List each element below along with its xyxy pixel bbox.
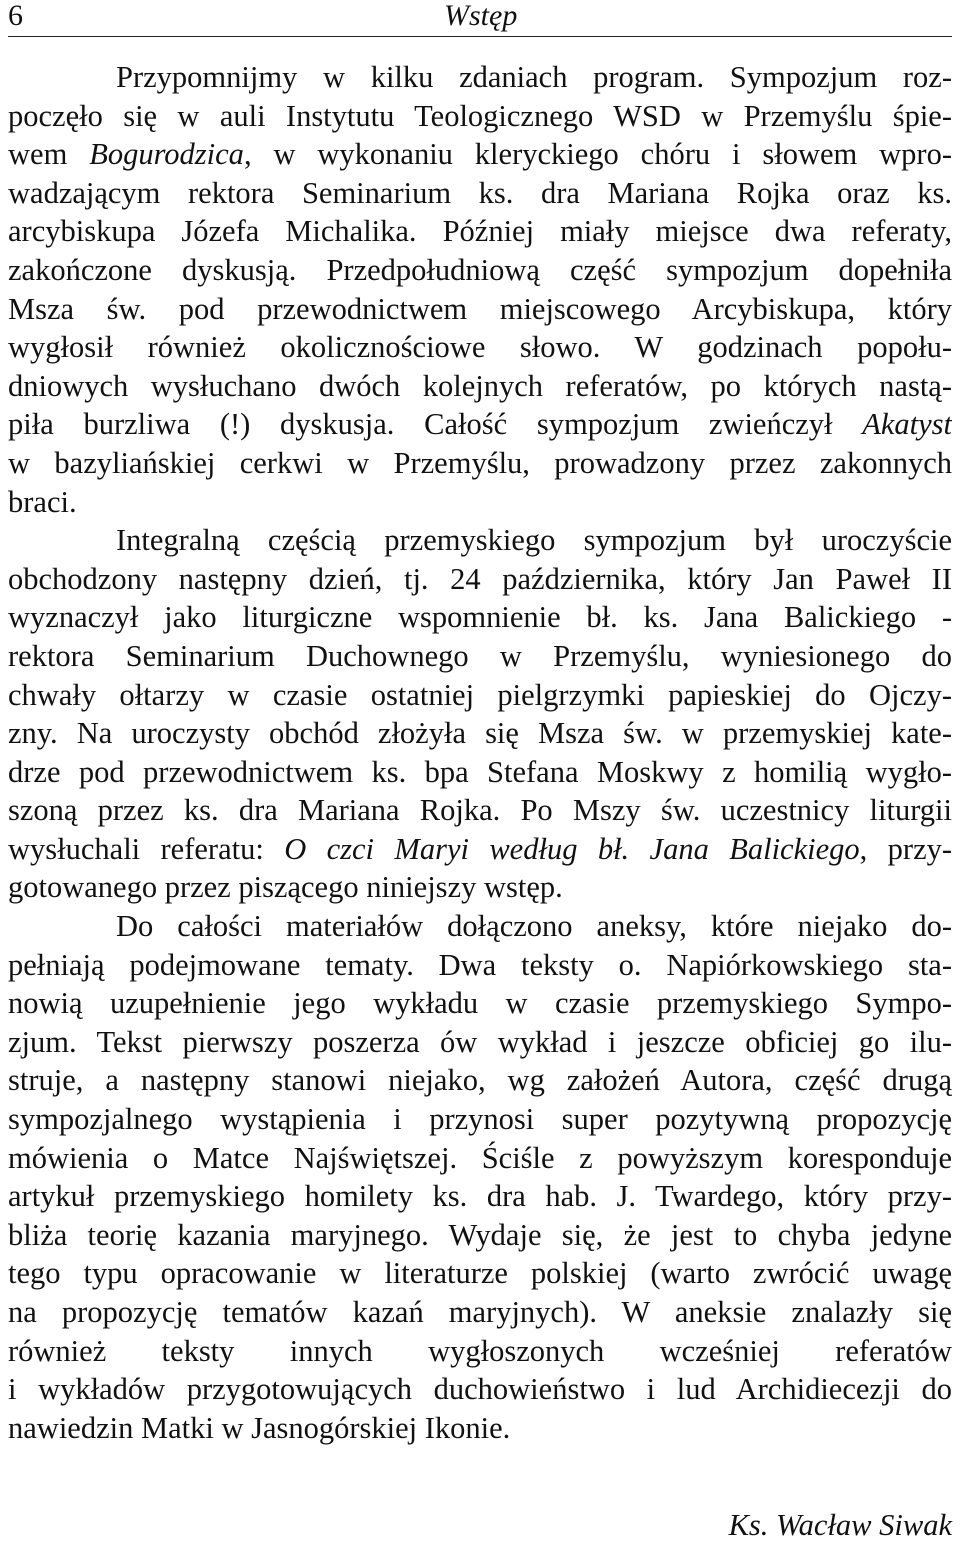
text-line	[8, 483, 952, 522]
text-line	[8, 753, 952, 792]
text-run: Msza św. pod przewodnictwem miejscowego Arcybiskupa, który	[8, 291, 952, 326]
text-line	[8, 1139, 952, 1178]
text-run: artykuł przemyskiego homilety ks. dra hab. J. Twardego, który przy-	[8, 1179, 952, 1214]
text-run: rektora Seminarium Duchownego w Przemyślu, wyniesionego do	[8, 638, 952, 673]
text-line	[8, 907, 952, 946]
text-line	[8, 1061, 952, 1100]
text-run: struje, a następny stanowi niejako, wg założeń Autora, część drugą	[8, 1063, 952, 1098]
text-run: nowią uzupełnienie jego wykładu w czasie przemyskiego Sympo-	[8, 986, 952, 1021]
text-run: zakończone dyskusją. Przedpołudniową część sympozjum dopełniła	[8, 252, 952, 287]
text-line	[8, 560, 952, 599]
text-run: chwały ołtarzy w czasie ostatniej pielgrzymki papieskiej do Ojczy-	[8, 677, 952, 712]
text-run: zjum. Tekst pierwszy poszerza ów wykład i jeszcze obficiej go ilu-	[8, 1024, 952, 1059]
text-run: obchodzony następny dzień, tj. 24 października, który Jan Paweł II	[8, 561, 952, 596]
running-title: Wstęp	[444, 0, 518, 32]
text-line	[8, 946, 952, 985]
italic-title: O czci Maryi według bł. Jana Balickiego	[284, 831, 860, 866]
page-header	[8, 0, 952, 37]
text-line	[8, 868, 952, 907]
text-line	[8, 58, 952, 97]
text-run: również teksty innych wygłoszonych wcześniej referatów	[8, 1333, 952, 1368]
text-line	[8, 830, 952, 869]
text-line	[8, 1370, 952, 1409]
text-line	[8, 1023, 952, 1062]
text-run: szoną przez ks. dra Mariana Rojka. Po Mszy św. uczestnicy liturgii	[8, 793, 952, 828]
text-run: dniowych wysłuchano dwóch kolejnych referatów, po których nastą-	[8, 368, 952, 403]
text-line	[8, 1293, 952, 1332]
text-line	[8, 405, 952, 444]
text-line	[8, 598, 952, 637]
text-line	[8, 212, 952, 251]
text-run: sympozjalnego wystąpienia i przynosi super pozytywną propozycję	[8, 1102, 952, 1137]
text-run: nawiedzin Matki w Jasnogórskiej Ikonie.	[8, 1410, 511, 1445]
text-run: i wykładów przygotowujących duchowieństwo i lud Archidiecezji do	[8, 1372, 952, 1407]
author-signature: Ks. Wacław Siwak	[728, 1508, 952, 1542]
text-line	[8, 984, 952, 1023]
text-run: zny. Na uroczysty obchód złożyła się Msza św. w przemyskiej kate-	[8, 716, 952, 751]
text-line	[8, 637, 952, 676]
text-line	[8, 1100, 952, 1139]
text-line	[8, 251, 952, 290]
text-run: wysłuchali referatu:	[8, 831, 285, 866]
text-run: Przypomnijmy w kilku zdaniach program. Sympozjum roz-	[116, 60, 952, 94]
text-line	[8, 676, 952, 715]
text-run: tego typu opracowanie w literaturze polskiej (warto zwrócić uwagę	[8, 1256, 952, 1291]
text-run: bliża teorię kazania maryjnego. Wydaje się, że jest to chyba jedyne	[8, 1217, 952, 1252]
text-run: arcybiskupa Józefa Michalika. Później miały miejsce dwa referaty,	[8, 214, 952, 249]
text-run: wyznaczył jako liturgiczne wspomnienie bł. ks. Jana Balickiego -	[8, 600, 952, 635]
text-run: poczęło się w auli Instytutu Teologicznego WSD w Przemyślu śpie-	[8, 98, 952, 133]
text-line	[8, 791, 952, 830]
text-run: drze pod przewodnictwem ks. bpa Stefana Moskwy z homilią wygło-	[8, 754, 952, 789]
text-line	[8, 290, 952, 329]
text-line	[8, 444, 952, 483]
text-line	[8, 521, 952, 560]
text-run: gotowanego przez piszącego niniejszy wstęp.	[8, 870, 563, 905]
text-line	[8, 1216, 952, 1255]
text-line	[8, 1332, 952, 1371]
text-run: , przy-	[859, 831, 952, 866]
text-run: na propozycję tematów kazań maryjnych). W aneksie znalazły się	[8, 1295, 952, 1329]
page-number: 6	[8, 0, 23, 32]
italic-title: Akatyst	[862, 407, 952, 442]
text-run: Integralną częścią przemyskiego sympozjum był uroczyście	[116, 523, 952, 558]
text-run: wygłosił również okolicznościowe słowo. W godzinach popołu-	[8, 330, 952, 365]
text-run: wadzającym rektora Seminarium ks. dra Mariana Rojka oraz ks.	[8, 175, 952, 210]
text-line	[8, 1409, 952, 1448]
text-line	[8, 367, 952, 406]
text-line	[8, 97, 952, 136]
text-run: pełniają podejmowane tematy. Dwa teksty o. Napiórkowskiego sta-	[8, 947, 952, 982]
body-text	[8, 58, 952, 1447]
text-run: braci.	[8, 484, 77, 519]
text-run: w bazyliańskiej cerkwi w Przemyślu, prowadzony przez zakonnych	[8, 445, 952, 480]
text-line	[8, 1177, 952, 1216]
text-run: mówienia o Matce Najświętszej. Ściśle z powyższym koresponduje	[8, 1140, 952, 1175]
text-line	[8, 714, 952, 753]
text-line	[8, 174, 952, 213]
text-run: Do całości materiałów dołączono aneksy, które niejako do-	[116, 909, 952, 944]
text-run: , w wykonaniu kleryckiego chóru i słowem wpro-	[243, 137, 952, 172]
text-line	[8, 135, 952, 174]
text-run: piła burzliwa (!) dyskusja. Całość sympozjum zwieńczył	[8, 407, 863, 442]
text-line	[8, 328, 952, 367]
text-run: wem	[8, 137, 90, 172]
italic-title: Bogurodzica	[89, 137, 244, 172]
text-line	[8, 1254, 952, 1293]
